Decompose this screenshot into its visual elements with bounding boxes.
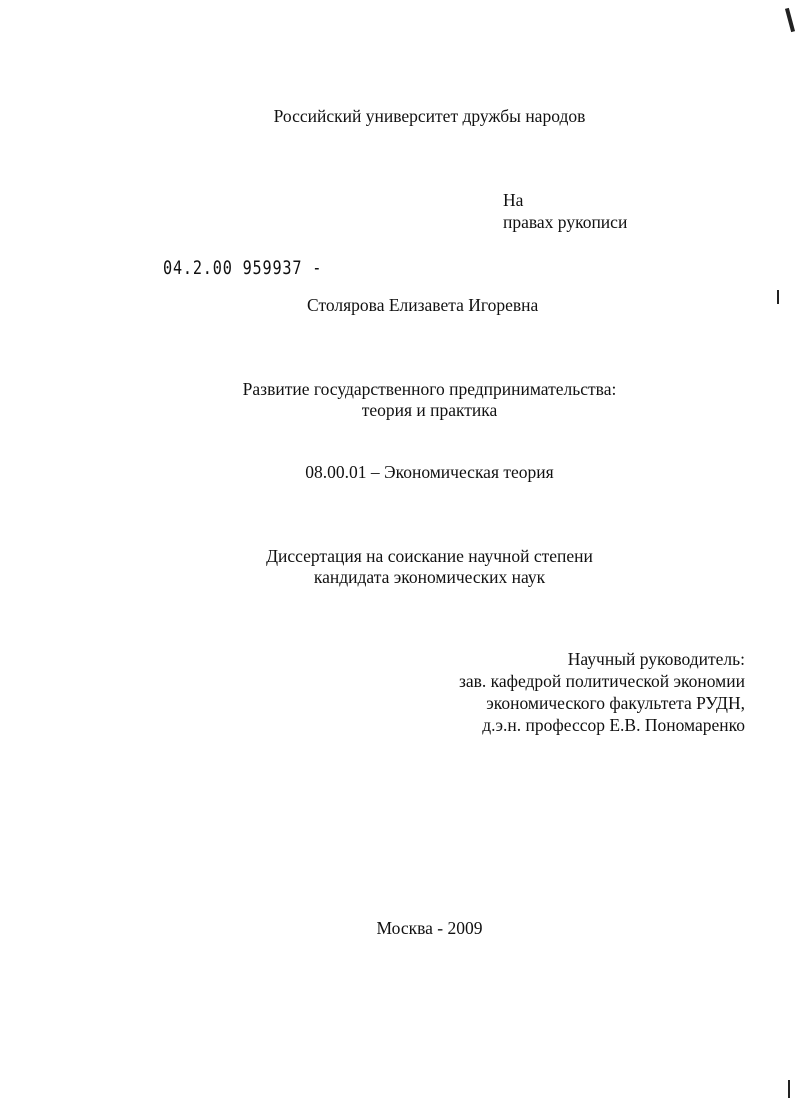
author-name: Столярова Елизавета Игоревна	[307, 295, 539, 315]
rights-line-1: На	[503, 190, 524, 210]
specialty: 08.00.01 – Экономическая теория	[305, 462, 554, 482]
degree-line-1: Диссертация на соискание научной степени	[266, 546, 593, 566]
thesis-title-line-2: теория и практика	[361, 400, 498, 420]
scan-artifact	[785, 8, 795, 32]
registration-number: 04.2.00 959937 -	[163, 257, 323, 279]
supervisor-line-3: экономического факультета РУДН,	[486, 693, 745, 713]
scan-artifact	[777, 290, 779, 304]
supervisor-line-1: Научный руководитель:	[567, 649, 745, 669]
supervisor-line-2: зав. кафедрой политической экономии	[458, 671, 745, 691]
degree-line-2: кандидата экономических наук	[313, 567, 546, 587]
university-name: Российский университет дружбы народов	[273, 106, 586, 126]
city-year: Москва - 2009	[376, 918, 483, 938]
thesis-title-line-1: Развитие государственного предпринимательства:	[242, 379, 617, 399]
rights-line-2: правах рукописи	[503, 212, 628, 232]
supervisor-line-4: д.э.н. профессор Е.В. Пономаренко	[482, 715, 745, 735]
scan-artifact	[788, 1080, 790, 1098]
